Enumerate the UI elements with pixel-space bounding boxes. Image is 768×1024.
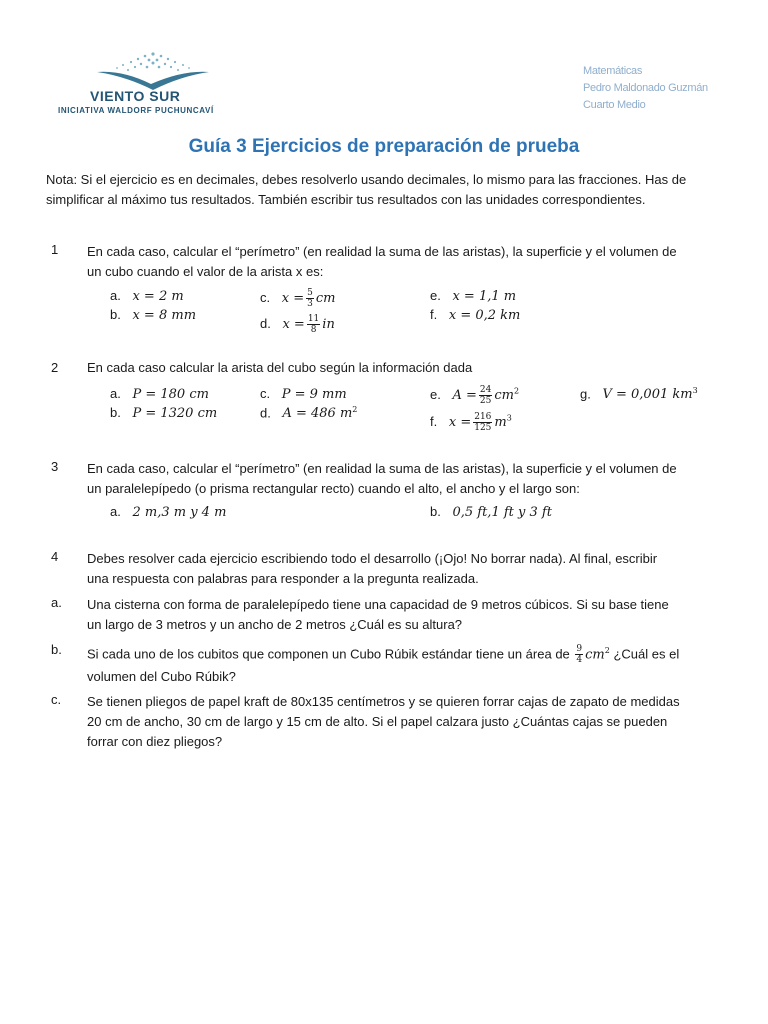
q2-item-b: b. P = 1320 cm	[110, 405, 218, 421]
sub-question-label: c.	[51, 692, 62, 707]
question-number: 4	[51, 549, 59, 564]
q2-item-g: g. V = 0,001 $km^3$	[580, 386, 698, 403]
q1-item-b: b. x = 8 mm	[110, 307, 197, 323]
math-expression: x = 0,2 km	[448, 308, 521, 323]
logo-subtitle: INICIATIVA WALDORF PUCHUNCAVÍ	[58, 106, 214, 115]
logo	[58, 50, 248, 122]
header-subject: Matemáticas	[583, 65, 643, 77]
question-line: En cada caso, calcular el “perímetro” (en realidad la suma de las aristas), la superficie y el volumen de	[87, 461, 677, 476]
logo-brand: VIENTO SUR	[90, 88, 181, 104]
question-text	[87, 549, 657, 589]
question-line: Debes resolver cada ejercicio escribiendo todo el desarrollo (¡Ojo! No borrar nada). Al final, escribir	[87, 551, 658, 566]
q1-item-f: f. x = 0,2 km	[430, 307, 521, 323]
q3-item-a: a. 2 m,3 m y 4 m	[110, 504, 227, 520]
sub-question-text	[87, 640, 679, 688]
header-meta	[583, 63, 708, 114]
page-title: Guía 3 Ejercicios de preparación de prueba	[188, 136, 580, 157]
sub-question-text	[87, 595, 669, 635]
header-grade: Cuarto Medio	[583, 99, 646, 111]
note	[46, 170, 686, 210]
q1-item-c: c. x = $\frac{5}{3}$ cm	[260, 288, 336, 309]
fraction: $\frac{216}{125}$	[474, 412, 492, 433]
question-line: volumen del Cubo Rúbik?	[87, 669, 236, 685]
bird-star-logo-icon	[93, 50, 213, 92]
q2-item-c: c. P = 9 mm	[260, 386, 347, 402]
q1-item-e: e. x = 1,1 m	[430, 288, 517, 304]
question-line: Una cisterna con forma de paralelepípedo tiene una capacidad de 9 metros cúbicos. Si su base tiene	[87, 597, 669, 612]
question-line: En cada caso, calcular el “perímetro” (en realidad la suma de las aristas), la superficie y el volumen de	[87, 244, 677, 259]
question-line: forrar con diez pliegos?	[87, 734, 223, 749]
sub-question-text	[87, 692, 680, 752]
math-expression: x = 1,1 m	[452, 289, 517, 304]
question-text	[87, 459, 677, 499]
fraction: $\frac{5}{3}$	[307, 288, 313, 309]
question-line: Se tienen pliegos de papel kraft de 80x135 centímetros y se quieren forrar cajas de zapato de medidas	[87, 694, 680, 709]
q1-item-a: a. x = 2 m	[110, 288, 184, 304]
question-number: 3	[51, 459, 59, 474]
header-teacher: Pedro Maldonado Guzmán	[583, 82, 708, 94]
fraction: $\frac{11}{8}$	[307, 314, 320, 335]
sub-question-label: a.	[51, 595, 62, 610]
sub-question-label: b.	[51, 642, 62, 657]
q1-item-d: d. x = $\frac{11}{8}$ in	[260, 314, 335, 335]
question-number: 1	[51, 242, 59, 257]
q2-item-e: e. A = $\frac{24}{25}$ $cm^2$	[430, 385, 520, 406]
q2-item-f: f. x = $\frac{216}{125}$ $m^3$	[430, 412, 512, 433]
question-line: 20 cm de ancho, 30 cm de largo y 15 cm de alto. Si el papel calzara justo ¿Cuántas cajas se pueden	[87, 714, 668, 729]
question-line: un paralelepípedo (o prisma rectangular recto) cuando el alto, el ancho y el largo son:	[87, 481, 580, 496]
question-text	[87, 242, 677, 282]
question-number: 2	[51, 360, 59, 375]
fraction: $\frac{24}{25}$	[479, 385, 492, 406]
math-expression: x = 2 m	[132, 289, 184, 304]
note-line: Nota: Si el ejercicio es en decimales, debes resolverlo usando decimales, lo mismo para las fracciones. Has de	[46, 172, 687, 187]
question-line: un largo de 3 metros y un ancho de 2 metros ¿Cuál es su altura?	[87, 617, 463, 632]
question-line: un cubo cuando el valor de la arista x es:	[87, 264, 324, 279]
math-expression: x = 8 mm	[132, 308, 197, 323]
q2-item-a: a. P = 180 cm	[110, 386, 209, 402]
question-text: En cada caso calcular la arista del cubo según la información dada	[87, 360, 473, 375]
fraction: $\frac{9}{4}$	[576, 644, 583, 666]
note-line: simplificar al máximo tus resultados. También escribir tus resultados con las unidades correspondientes.	[46, 192, 646, 207]
q2-item-d: d. A = 486 $m^2$	[260, 405, 358, 422]
question-line: una respuesta con palabras para responder a la pregunta realizada.	[87, 571, 479, 586]
q3-item-b: b. 0,5 ft,1 ft y 3 ft	[430, 504, 552, 520]
question-line: Si cada uno de los cubitos que componen un Cubo Rúbik estándar tiene un área de $\frac{9}{4}$ $cm^2$ ¿Cuál es el	[87, 644, 680, 666]
